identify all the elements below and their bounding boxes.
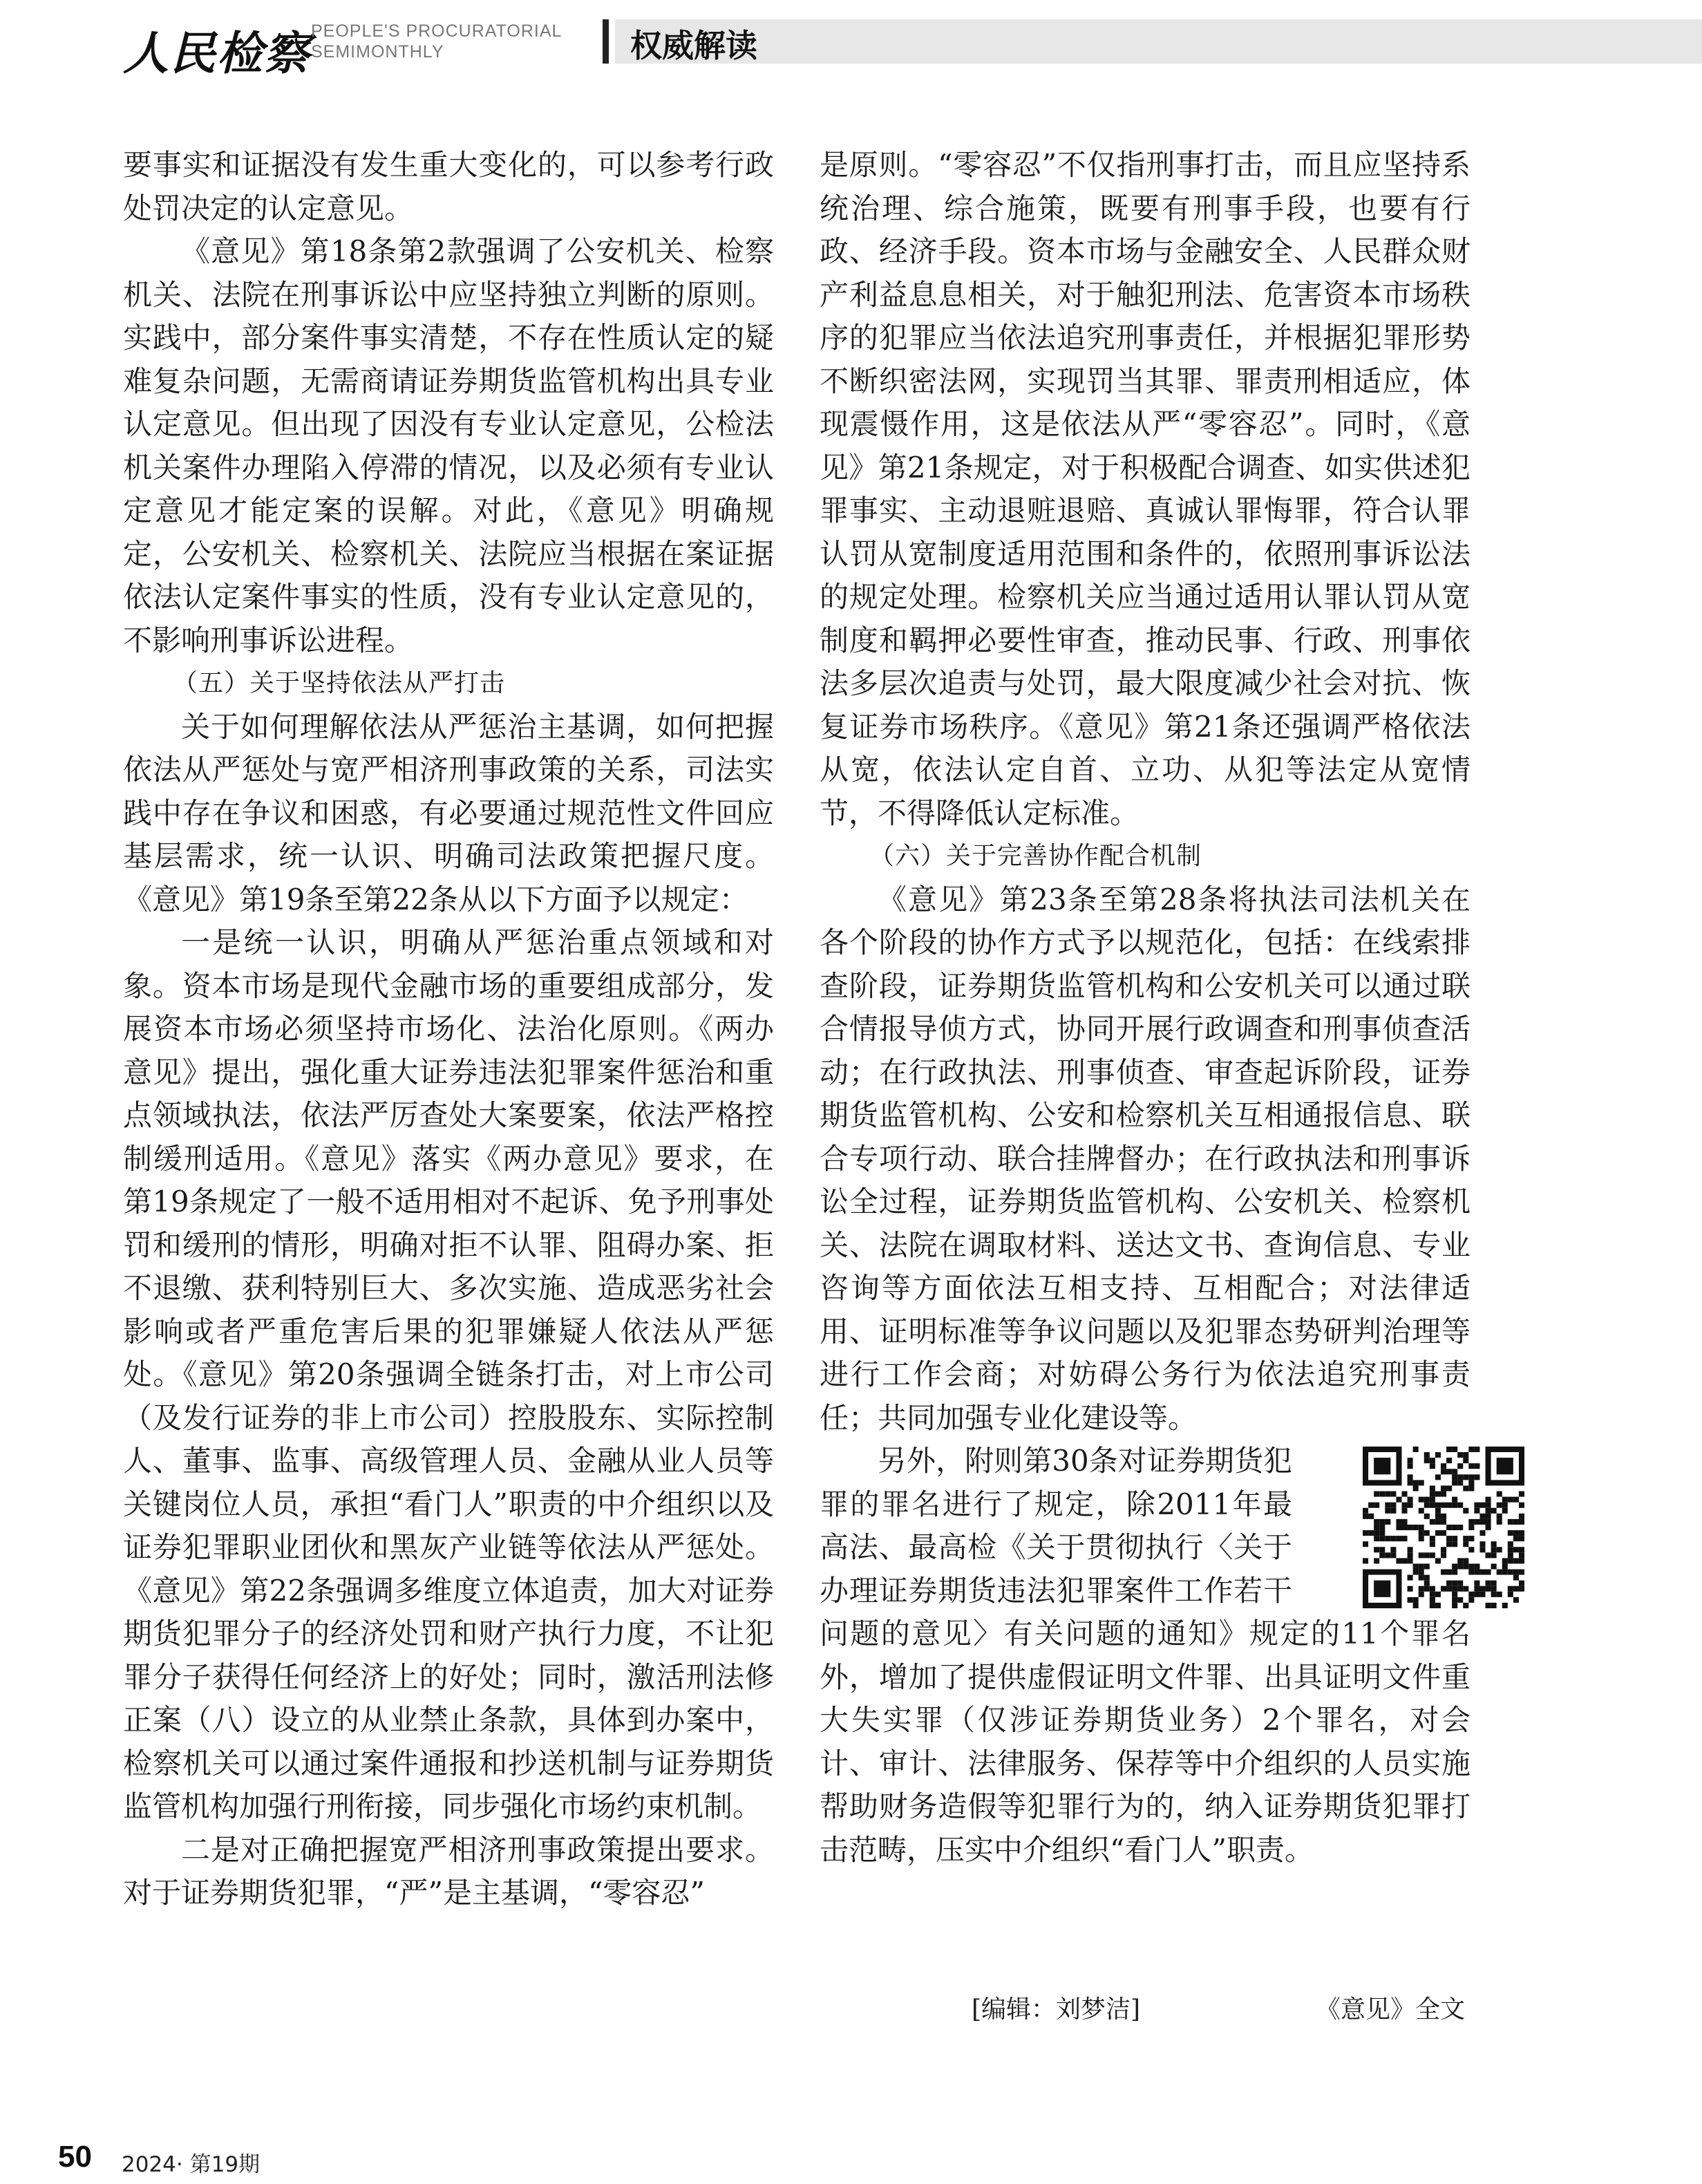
left-paragraph-text: 一是统一认识，明确从严惩治重点领域和对象。资本市场是现代金融市场的重要组成部分，发展资本市场必须坚持市场化、法治化原则。《两办意见》提出，强化重大证券违法犯罪案件惩治和重点领域执法，依法严厉查处大案要案，依法严格控制缓刑适用。《意见》落实《两办意见》要求，在第19条规定了一般不适用相对不起诉、免予刑事处罚和缓刑的情形，明确对拒不认罪、阻碍办案、拒不退缴、获利特别巨大、多次实施、造成恶劣社会影响或者严重危害后果的犯罪嫌疑人依法从严惩处。《意见》第20条强调全链条打击，对上市公司（及发行证券的非上市公司）控股股东、实际控制人、董事、监事、高级管理人员、金融从业人员等关键岗位人员，承担“看门人”职责的中介组织以及证券犯罪职业团伙和黑灰产业链等依法从严惩处。《意见》第22条强调多维度立体追责，加大对证券期货犯罪分子的经济处罚和财产执行力度，不让犯罪分子获得任何经济上的好处；同时，激活刑法修正案（八）设立的从业禁止条款，具体到办案中，检察机关可以通过案件通报和抄送机制与证券期货监管机构加强行刑衔接，同步强化市场约束机制。 bbox=[123, 925, 774, 1823]
header-accent-bar bbox=[603, 19, 609, 64]
right-paragraph-text: 另外，附则第30条对证券期货犯罪的罪名进行了规定，除2011年最高法、最高检《关于贯彻执行〈关于办理证券期货违法犯罪案件工作若干问题的意见〉有关问题的通知》规定的11个罪名外，增加了提供虚假证明文件罪、出具证明文件重大失实罪（仅涉证券期货业务）2个罪名，对会计、审计、法律服务、保荐等中介组织的人员实施帮助财务造假等犯罪行为的，纳入证券期货犯罪打击范畴，压实中介组织“看门人”职责。 bbox=[820, 1444, 1471, 1867]
left-paragraph-text: （五）关于坚持依法从严打击 bbox=[173, 669, 506, 697]
right-paragraph-text: 是原则。“零容忍”不仅指刑事打击，而且应坚持系统治理、综合施策，既要有刑事手段，也要有行政、经济手段。资本市场与金融安全、人民群众财产利益息息相关，对于触犯刑法、危害资本市场秩序的犯罪应当依法追究刑事责任，并根据犯罪形势不断织密法网，实现罚当其罪、罪责刑相适应，体现震慑作用，这是依法从严“零容忍”。同时，《意见》第21条规定，对于积极配合调查、如实供述犯罪事实、主动退赃退赔、真诚认罪悔罪，符合认罪认罚从宽制度适用范围和条件的，依照刑事诉讼法的规定处理。检察机关应当通过适用认罪认罚从宽制度和羁押必要性审查，推动民事、行政、刑事依法多层次追责与处罚，最大限度减少社会对抗、恢复证券市场秩序。《意见》第21条还强调严格依法从宽，依法认定自首、立功、从犯等法定从宽情节，不得降低认定标准。 bbox=[820, 148, 1471, 830]
right-column bbox=[820, 144, 1471, 1872]
magazine-english-line1: PEOPLE'S PROCURATORIAL bbox=[311, 21, 562, 41]
left-paragraph-text: 《意见》第18条第2款强调了公安机关、检察机关、法院在刑事诉讼中应坚持独立判断的原则。实践中，部分案件事实清楚，不存在性质认定的疑难复杂问题，无需商请证券期货监管机构出具专业认定意见。但出现了因没有专业认定意见，公检法机关案件办理陷入停滞的情况，以及必须有专业认定意见才能定案的误解。对此，《意见》明确规定，公安机关、检察机关、法院应当根据在案证据依法认定案件事实的性质，没有专业认定意见的，不影响刑事诉讼进程。 bbox=[123, 234, 774, 657]
left-subheading bbox=[123, 662, 774, 706]
left-paragraph bbox=[123, 230, 774, 662]
right-paragraph bbox=[820, 1440, 1471, 1872]
issue-label: 2024· 第19期 bbox=[122, 2152, 261, 2177]
left-paragraph bbox=[123, 706, 774, 922]
left-paragraph bbox=[123, 921, 774, 1829]
header-grey-band bbox=[615, 19, 1702, 64]
magazine-english-line2: SEMIMONTHLY bbox=[311, 42, 444, 62]
right-paragraph bbox=[820, 878, 1471, 1440]
magazine-english-name bbox=[311, 21, 562, 62]
left-paragraph bbox=[123, 144, 774, 230]
section-title: 权威解读 bbox=[630, 27, 757, 64]
right-subheading bbox=[820, 835, 1471, 878]
left-paragraph-text: 关于如何理解依法从严惩治主基调，如何把握依法从严惩处与宽严相济刑事政策的关系，司法实践中存在争议和困惑，有必要通过规范性文件回应基层需求，统一认识、明确司法政策把握尺度。《意见》第19条至第22条从以下方面予以规定： bbox=[123, 709, 774, 916]
qr-code-icon[interactable] bbox=[1305, 1447, 1466, 1608]
page-header bbox=[0, 0, 1702, 80]
page-number: 50 bbox=[58, 2140, 92, 2174]
left-column bbox=[123, 144, 774, 1915]
left-paragraph-text: 要事实和证据没有发生重大变化的，可以参考行政处罚决定的认定意见。 bbox=[123, 148, 774, 225]
qr-caption: 《意见》全文 bbox=[1315, 1995, 1465, 2024]
left-paragraph bbox=[123, 1829, 774, 1915]
right-paragraph-text: （六）关于完善协作配合机制 bbox=[869, 842, 1202, 870]
magazine-title: 人民检察 bbox=[123, 26, 311, 80]
left-paragraph-text: 二是对正确把握宽严相济刑事政策提出要求。对于证券期货犯罪，“严”是主基调，“零容忍” bbox=[123, 1832, 774, 1910]
right-paragraph-text: 《意见》第23条至第28条将执法司法机关在各个阶段的协作方式予以规范化，包括：在线索排查阶段，证券期货监管机构和公安机关可以通过联合情报导侦方式，协同开展行政调查和刑事侦查活动；在行政执法、刑事侦查、审查起诉阶段，证券期货监管机构、公安和检察机关互相通报信息、联合专项行动、联合挂牌督办；在行政执法和刑事诉讼全过程，证券期货监管机构、公安机关、检察机关、法院在调取材料、送达文书、查询信息、专业咨询等方面依法互相支持、互相配合；对法律适用、证明标准等争议问题以及犯罪态势研判治理等进行工作会商；对妨碍公务行为依法追究刑事责任；共同加强专业化建设等。 bbox=[820, 882, 1471, 1435]
caption-row bbox=[820, 1989, 1471, 2031]
editor-note: [编辑：刘梦洁] bbox=[972, 1995, 1141, 2024]
right-paragraph bbox=[820, 144, 1471, 835]
